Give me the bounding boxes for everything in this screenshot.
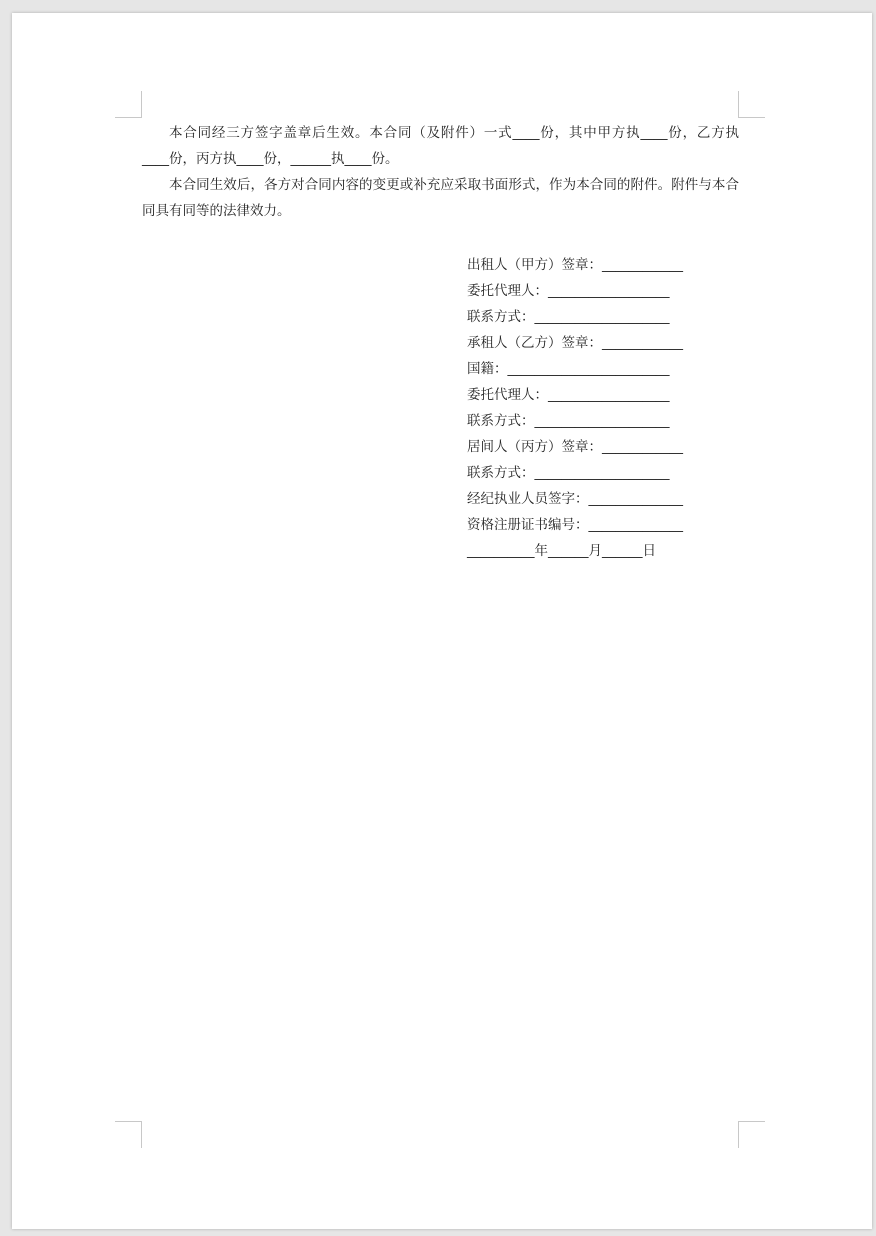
signature-line-certificate-number: 资格注册证书编号：______________ [467,517,683,533]
contract-body [142,120,744,224]
paragraph-amendments: 本合同生效后，各方对合同内容的变更或补充应采取书面形式，作为本合同的附件。附件与本合同具有同等的法律效力。 [142,177,739,219]
signature-line-lessor: 出租人（甲方）签章：____________ [467,257,683,273]
signature-line-lessee-contact: 联系方式：____________________ [467,413,670,429]
signature-line-broker-contact: 联系方式：____________________ [467,465,670,481]
document-page [12,13,872,1229]
signature-line-lessor-contact: 联系方式：____________________ [467,309,670,325]
signature-line-broker: 居间人（丙方）签章：____________ [467,439,683,455]
signature-line-agent-signature: 经纪执业人员签字：______________ [467,491,683,507]
margin-mark-bottom-right [738,1121,765,1148]
signature-line-lessor-agent: 委托代理人：__________________ [467,283,670,299]
paragraph-effectiveness: 本合同经三方签字盖章后生效。本合同（及附件）一式____份，其中甲方执____份，乙方执 ____份，丙方执____份，______执____份。 [142,125,744,167]
margin-mark-top-right [738,91,765,118]
signature-block [467,252,757,564]
signature-line-nationality: 国籍：________________________ [467,361,670,377]
signature-line-lessee-agent: 委托代理人：__________________ [467,387,670,403]
margin-mark-bottom-left [115,1121,142,1148]
margin-mark-top-left [115,91,142,118]
signature-line-date: __________年______月______日 [467,543,656,559]
signature-line-lessee: 承租人（乙方）签章：____________ [467,335,683,351]
